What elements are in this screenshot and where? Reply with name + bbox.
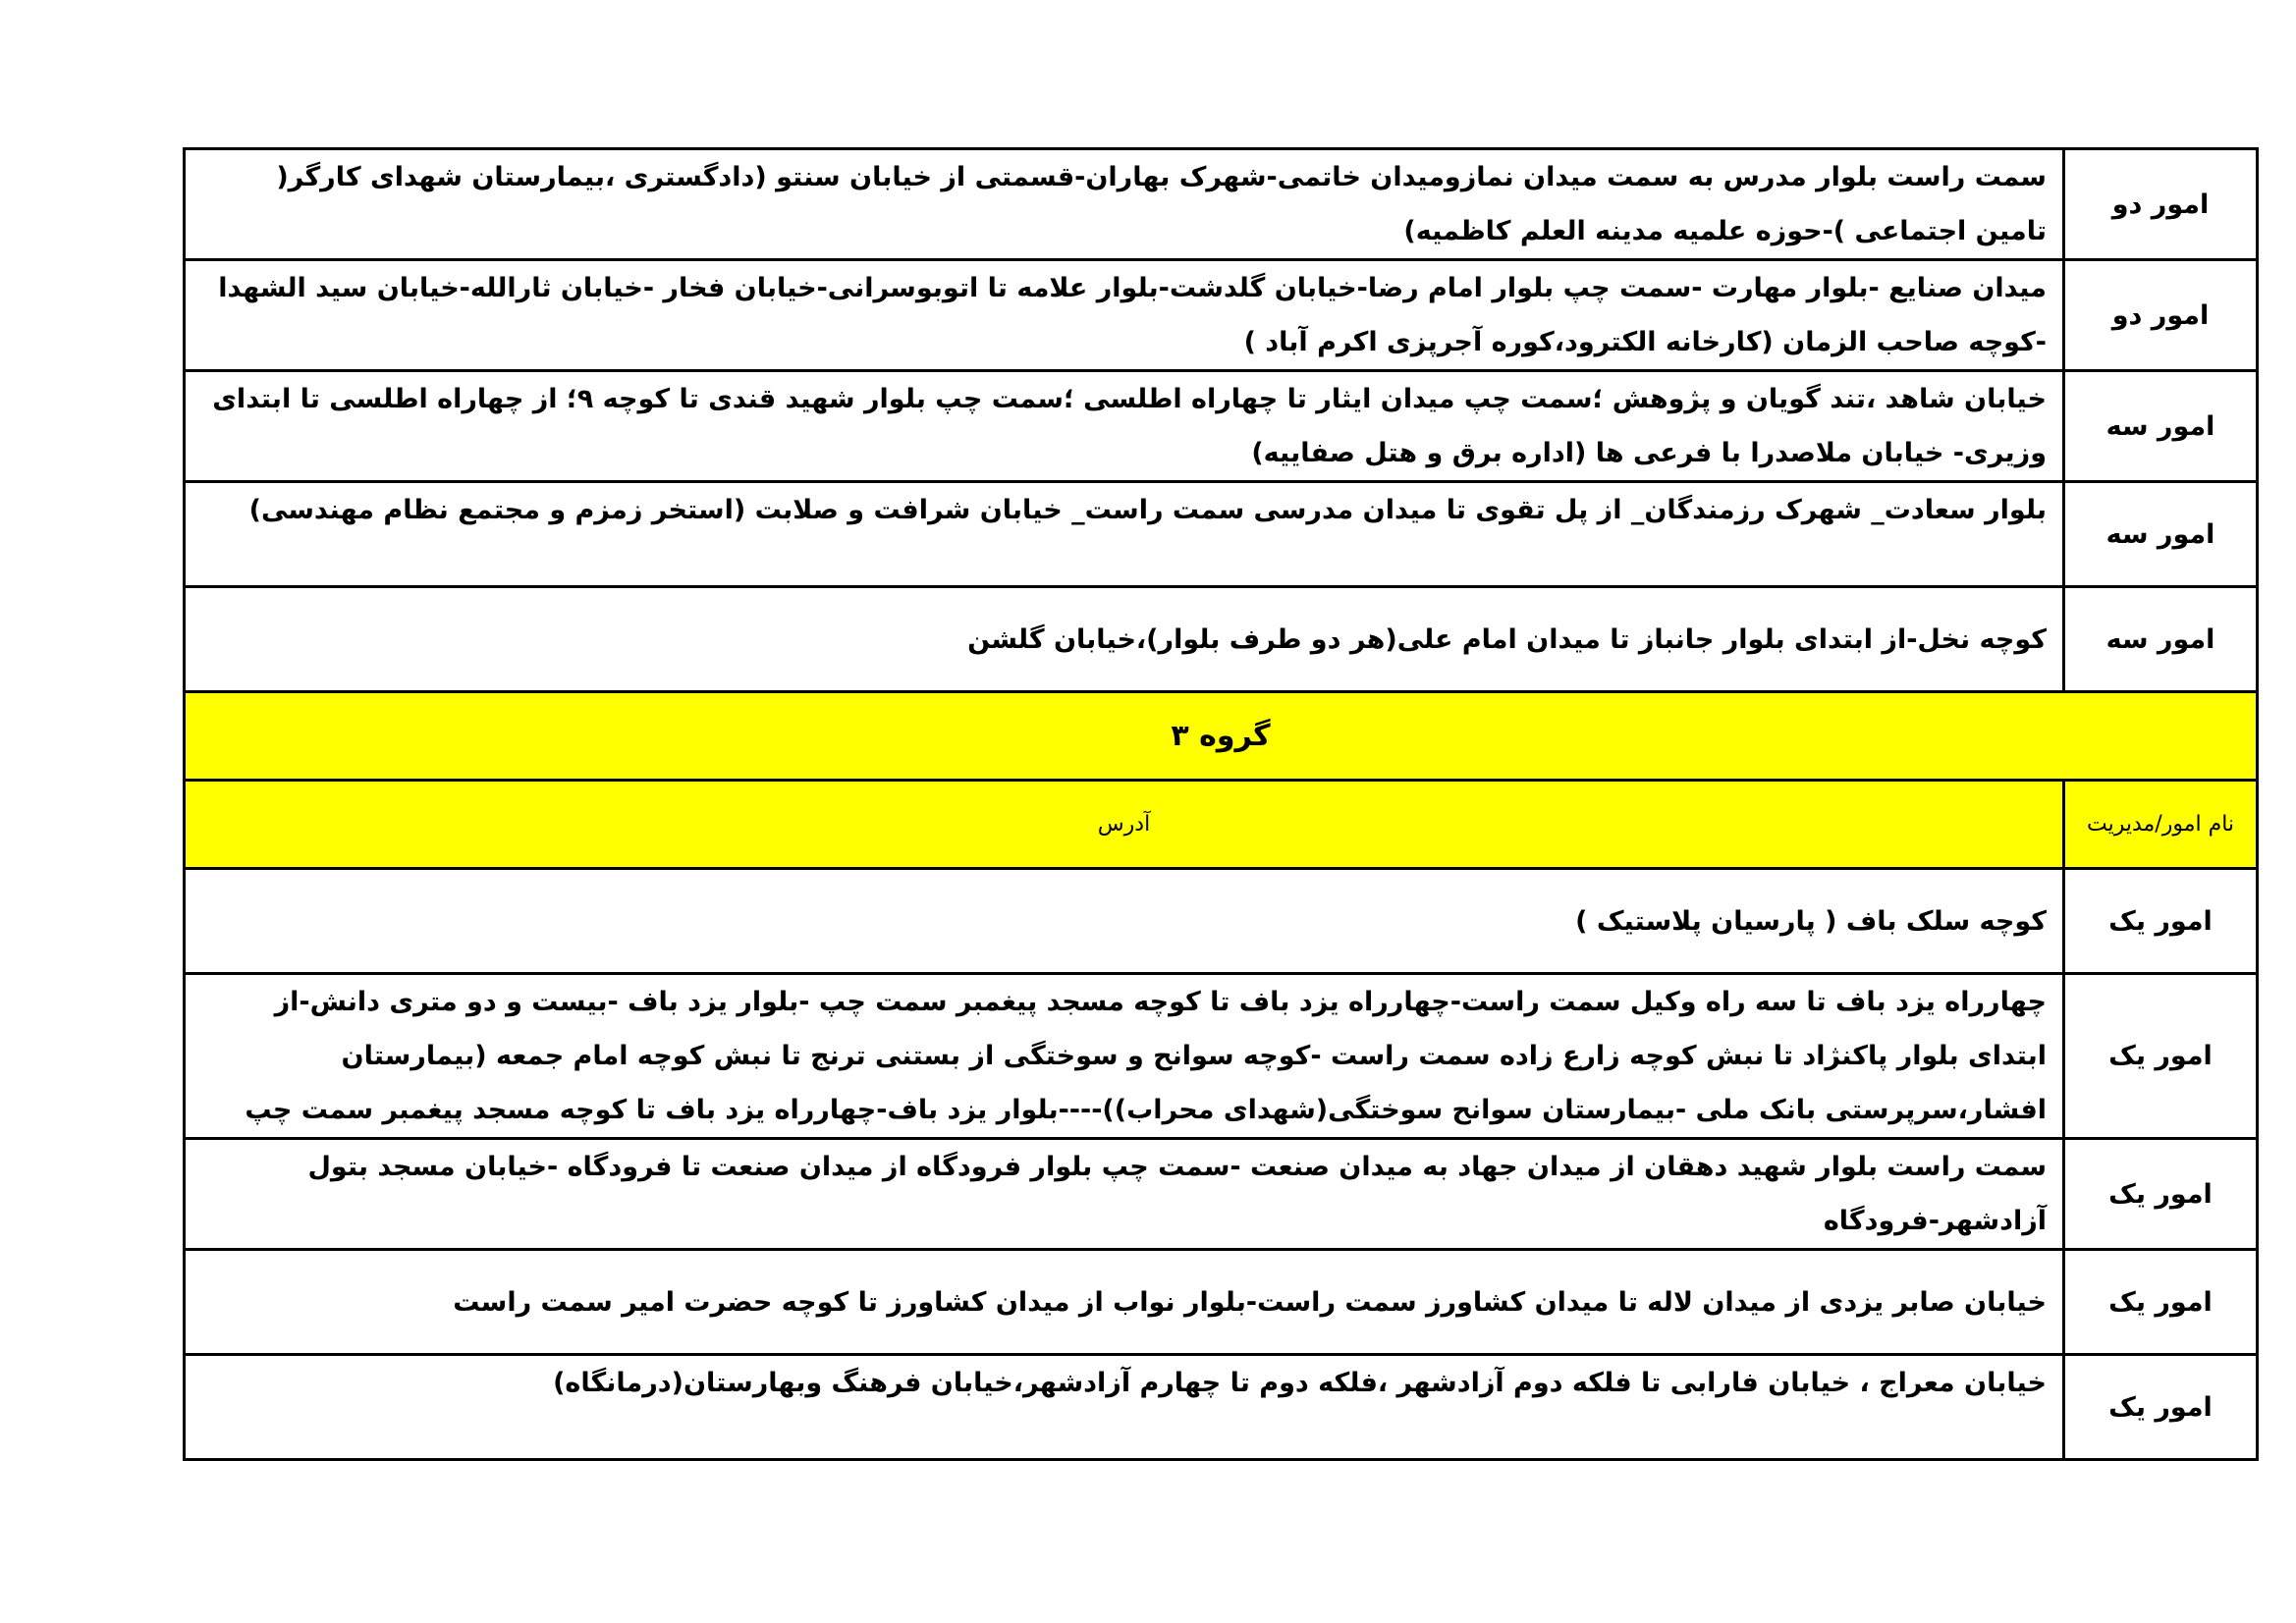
group-title: گروه ۳: [185, 692, 2258, 781]
district-name: امور دو: [2064, 260, 2258, 371]
table-row: [185, 260, 2258, 371]
address-text: سمت راست بلوار مدرس به سمت میدان نمازومیدان خاتمی-شهرک بهاران-قسمتی از خیابان سنتو (دادگستری ،بیمارستان شهدای کارگر( تامین اجتماعی )-حوزه علمیه مدینه العلم کاظمیه): [185, 149, 2064, 260]
district-name: امور سه: [2064, 371, 2258, 482]
column-header-row: [185, 781, 2258, 869]
table-row: [185, 1250, 2258, 1355]
district-column-header: نام امور/مدیریت: [2064, 781, 2258, 869]
district-name: امور سه: [2064, 587, 2258, 692]
table-row: [185, 371, 2258, 482]
district-name: امور یک: [2064, 869, 2258, 974]
district-name: امور سه: [2064, 482, 2258, 587]
table-row: [185, 587, 2258, 692]
address-text: خیابان شاهد ،تند گویان و پژوهش ؛سمت چپ میدان ایثار تا چهاراه اطلسی ؛سمت چپ بلوار شهید قندی تا کوچه ۹؛ از چهاراه اطلسی تا ابتدای وزیری- خیابان ملاصدرا با فرعی ها (اداره برق و هتل صفاییه): [185, 371, 2064, 482]
district-name: امور یک: [2064, 1139, 2258, 1250]
address-column-header: آدرس: [185, 781, 2064, 869]
address-text: کوچه سلک باف ( پارسیان پلاستیک ): [185, 869, 2064, 974]
table-row: [185, 1139, 2258, 1250]
table-row: [185, 974, 2258, 1139]
table-row: [185, 1355, 2258, 1460]
table-row: [185, 149, 2258, 260]
address-text: میدان صنایع -بلوار مهارت -سمت چپ بلوار امام رضا-خیابان گلدشت-بلوار علامه تا اتوبوسرانی-خیابان فخار -خیابان ثارالله-خیابان سید الشهدا -کوچه صاحب الزمان (کارخانه الکترود،کوره آجرپزی اکرم آباد ): [185, 260, 2064, 371]
address-table: [183, 147, 2259, 1461]
district-name: امور یک: [2064, 974, 2258, 1139]
group-header-row: [185, 692, 2258, 781]
table-row: [185, 869, 2258, 974]
address-text: چهارراه یزد باف تا سه راه وکیل سمت راست-چهارراه یزد باف تا کوچه مسجد پیغمبر سمت چپ -بلوار یزد باف -بیست و دو متری دانش-از ابتدای بلوار پاکنژاد تا نبش کوچه زارع زاده سمت راست -کوچه سوانح و سوختگی از بستنی ترنج تا نبش کوچه امام جمعه (بیمارستان افشار،سرپرستی بانک ملی -بیمارستان سوانح سوختگی(شهدای محراب))----بلوار یزد باف-چهارراه یزد باف تا کوچه مسجد پیغمبر سمت چپ: [185, 974, 2064, 1139]
table-row: [185, 482, 2258, 587]
district-name: امور یک: [2064, 1355, 2258, 1460]
district-name: امور یک: [2064, 1250, 2258, 1355]
address-text: سمت راست بلوار شهید دهقان از میدان جهاد به میدان صنعت -سمت چپ بلوار فرودگاه از میدان صنعت تا فرودگاه -خیابان مسجد بتول آزادشهر-فرودگاه: [185, 1139, 2064, 1250]
district-name: امور دو: [2064, 149, 2258, 260]
address-text: خیابان معراج ، خیابان فارابی تا فلکه دوم آزادشهر ،فلکه دوم تا چهارم آزادشهر،خیابان فرهنگ وبهارستان(درمانگاه): [185, 1355, 2064, 1460]
address-text: خیابان صابر یزدی از میدان لاله تا میدان کشاورز سمت راست-بلوار نواب از میدان کشاورز تا کوچه حضرت امیر سمت راست: [185, 1250, 2064, 1355]
address-text: بلوار سعادت_ شهرک رزمندگان_ از پل تقوی تا میدان مدرسی سمت راست_ خیابان شرافت و صلابت (استخر زمزم و مجتمع نظام مهندسی): [185, 482, 2064, 587]
address-text: کوچه نخل-از ابتدای بلوار جانباز تا میدان امام علی(هر دو طرف بلوار)،خیابان گلشن: [185, 587, 2064, 692]
